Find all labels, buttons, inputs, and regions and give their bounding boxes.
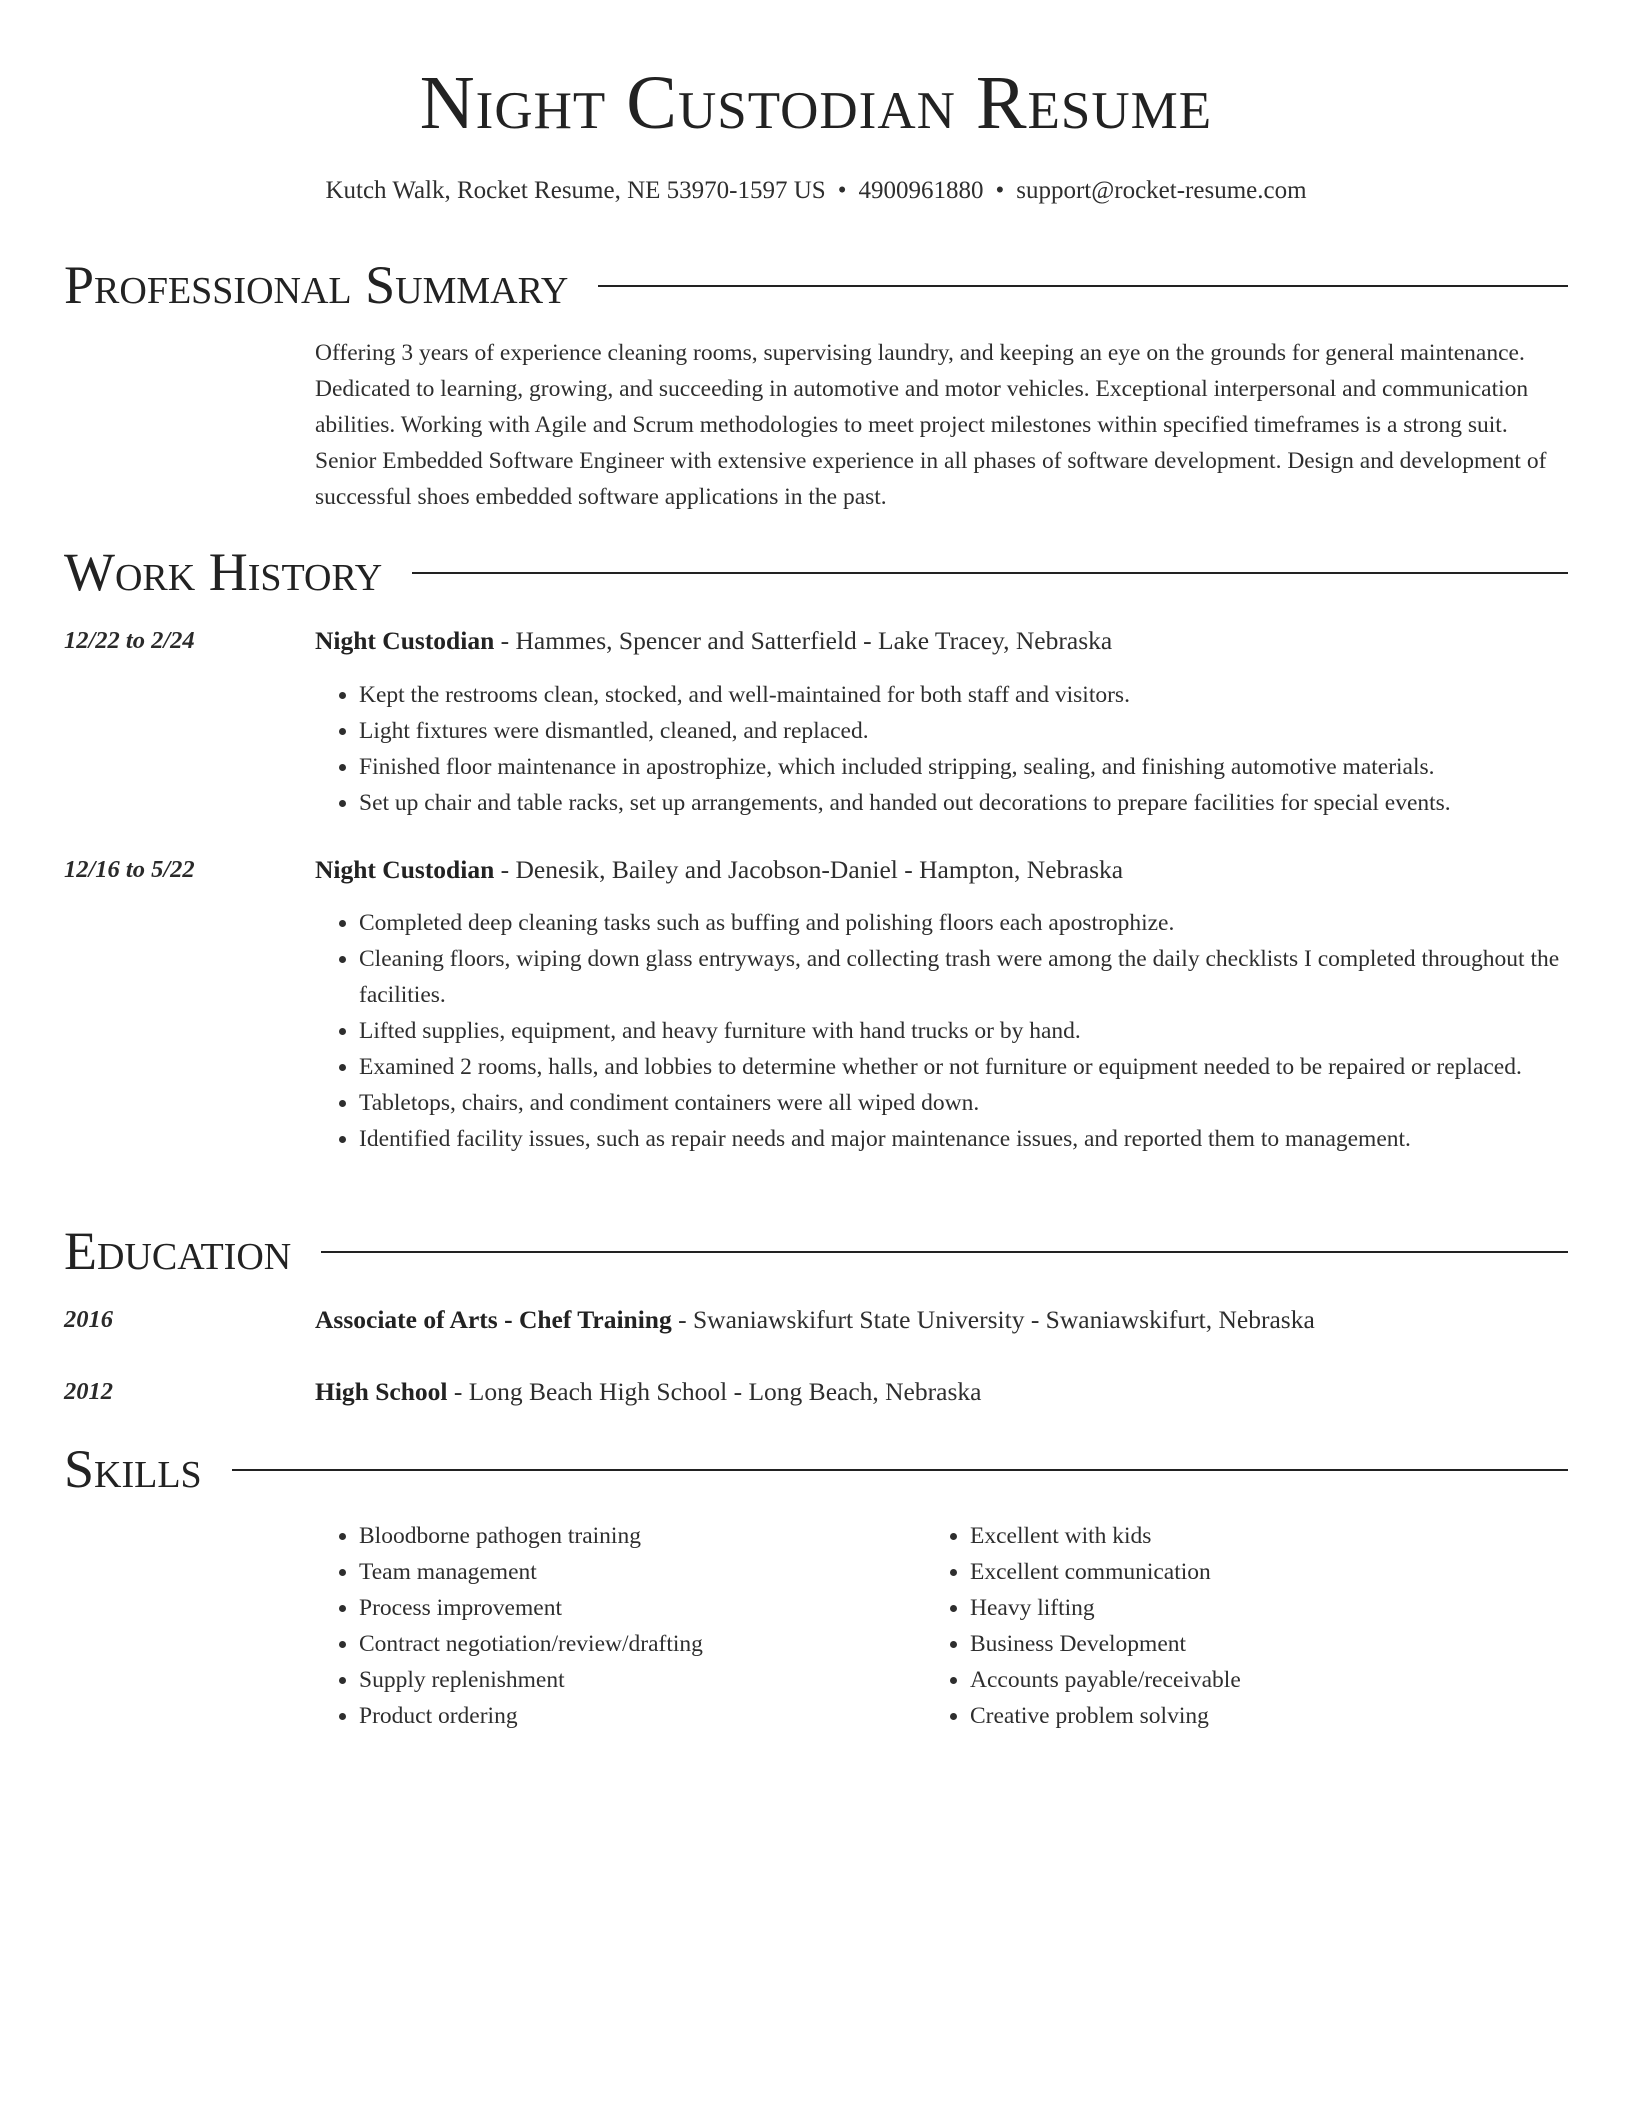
- education-headline: [315, 1302, 1568, 1338]
- job-title: Night Custodian: [315, 855, 495, 884]
- degree-name: High School: [315, 1377, 448, 1406]
- work-headline: [315, 623, 1568, 659]
- section-title: Education: [64, 1221, 292, 1281]
- skill-item: • Business Development: [970, 1626, 1526, 1662]
- section-divider: [321, 1251, 1568, 1253]
- job-employer: - Hammes, Spencer and Satterfield - Lake Tracey, Nebraska: [494, 626, 1113, 655]
- work-bullets: [315, 905, 1568, 1157]
- resume-title: Night Custodian Resume: [419, 61, 1213, 145]
- work-dates: 12/16 to 5/22: [64, 856, 195, 883]
- degree-name: Associate of Arts - Chef Training: [315, 1305, 672, 1334]
- skill-item: • Product ordering: [359, 1698, 915, 1734]
- job-title: Night Custodian: [315, 626, 495, 655]
- section-divider: [598, 285, 1568, 287]
- contact-separator: •: [837, 177, 847, 204]
- list-item: • Cleaning floors, wiping down glass entryways, and collecting trash were among the daily checklists I completed throughout the facilities.: [359, 941, 1568, 1013]
- section-heading-education: [64, 1219, 1568, 1283]
- school-details: - Swaniawskifurt State University - Swaniawskifurt, Nebraska: [671, 1305, 1315, 1334]
- education-year: 2016: [64, 1306, 113, 1333]
- contact-address: Kutch Walk, Rocket Resume, NE 53970-1597 US: [325, 177, 826, 204]
- work-dates: 12/22 to 2/24: [64, 627, 195, 654]
- section-heading-summary: [64, 253, 1568, 317]
- skill-item: • Excellent with kids: [970, 1518, 1526, 1554]
- section-title: Professional Summary: [64, 255, 569, 315]
- section-heading-skills: [64, 1437, 1568, 1501]
- section-divider: [232, 1469, 1568, 1471]
- skill-item: • Accounts payable/receivable: [970, 1662, 1526, 1698]
- list-item: • Completed deep cleaning tasks such as buffing and polishing floors each apostrophize.: [359, 905, 1568, 941]
- skill-item: • Heavy lifting: [970, 1590, 1526, 1626]
- skills-list-right: [926, 1518, 1526, 1734]
- summary-text: Offering 3 years of experience cleaning rooms, supervising laundry, and keeping an eye on the grounds for general maintenance. Dedicated to learning, growing, and succeeding in automotive and motor vehicles. Exceptional interpersonal and communication abilities. Working with Agile and Scrum methodologies to meet project milestones within specified timeframes is a strong suit. Senior Embedded Software Engineer with extensive experience in all phases of software development. Design and development of successful shoes embedded software applications in the past.: [315, 340, 1547, 510]
- education-year: 2012: [64, 1378, 113, 1405]
- contact-separator: •: [995, 177, 1005, 204]
- list-item: • Identified facility issues, such as repair needs and major maintenance issues, and reported them to management.: [359, 1121, 1568, 1157]
- education-headline: [315, 1374, 1568, 1410]
- section-title: Work History: [64, 542, 383, 602]
- skill-item: • Process improvement: [359, 1590, 915, 1626]
- list-item: • Kept the restrooms clean, stocked, and well-maintained for both staff and visitors.: [359, 677, 1568, 713]
- list-item: • Lifted supplies, equipment, and heavy furniture with hand trucks or by hand.: [359, 1013, 1568, 1049]
- list-item: • Light fixtures were dismantled, cleaned, and replaced.: [359, 713, 1568, 749]
- skill-item: • Excellent communication: [970, 1554, 1526, 1590]
- skill-item: • Team management: [359, 1554, 915, 1590]
- skill-item: • Contract negotiation/review/drafting: [359, 1626, 915, 1662]
- section-divider: [412, 572, 1568, 574]
- skill-item: • Supply replenishment: [359, 1662, 915, 1698]
- job-employer: - Denesik, Bailey and Jacobson-Daniel - Hampton, Nebraska: [494, 855, 1124, 884]
- section-title: Skills: [64, 1439, 202, 1499]
- work-headline: [315, 852, 1568, 888]
- contact-email: support@rocket-resume.com: [1016, 177, 1307, 204]
- contact-line: [64, 174, 1568, 208]
- work-bullets: [315, 677, 1568, 821]
- skill-item: • Bloodborne pathogen training: [359, 1518, 915, 1554]
- skill-item: • Creative problem solving: [970, 1698, 1526, 1734]
- skills-list-left: [315, 1518, 915, 1734]
- school-details: - Long Beach High School - Long Beach, Nebraska: [447, 1377, 982, 1406]
- list-item: • Set up chair and table racks, set up arrangements, and handed out decorations to prepare facilities for special events.: [359, 785, 1568, 821]
- section-heading-work: [64, 540, 1568, 604]
- list-item: • Finished floor maintenance in apostrophize, which included stripping, sealing, and finishing automotive materials.: [359, 749, 1568, 785]
- list-item: • Tabletops, chairs, and condiment containers were all wiped down.: [359, 1085, 1568, 1121]
- contact-phone: 4900961880: [858, 177, 984, 204]
- list-item: • Examined 2 rooms, halls, and lobbies to determine whether or not furniture or equipment needed to be repaired or replaced.: [359, 1049, 1568, 1085]
